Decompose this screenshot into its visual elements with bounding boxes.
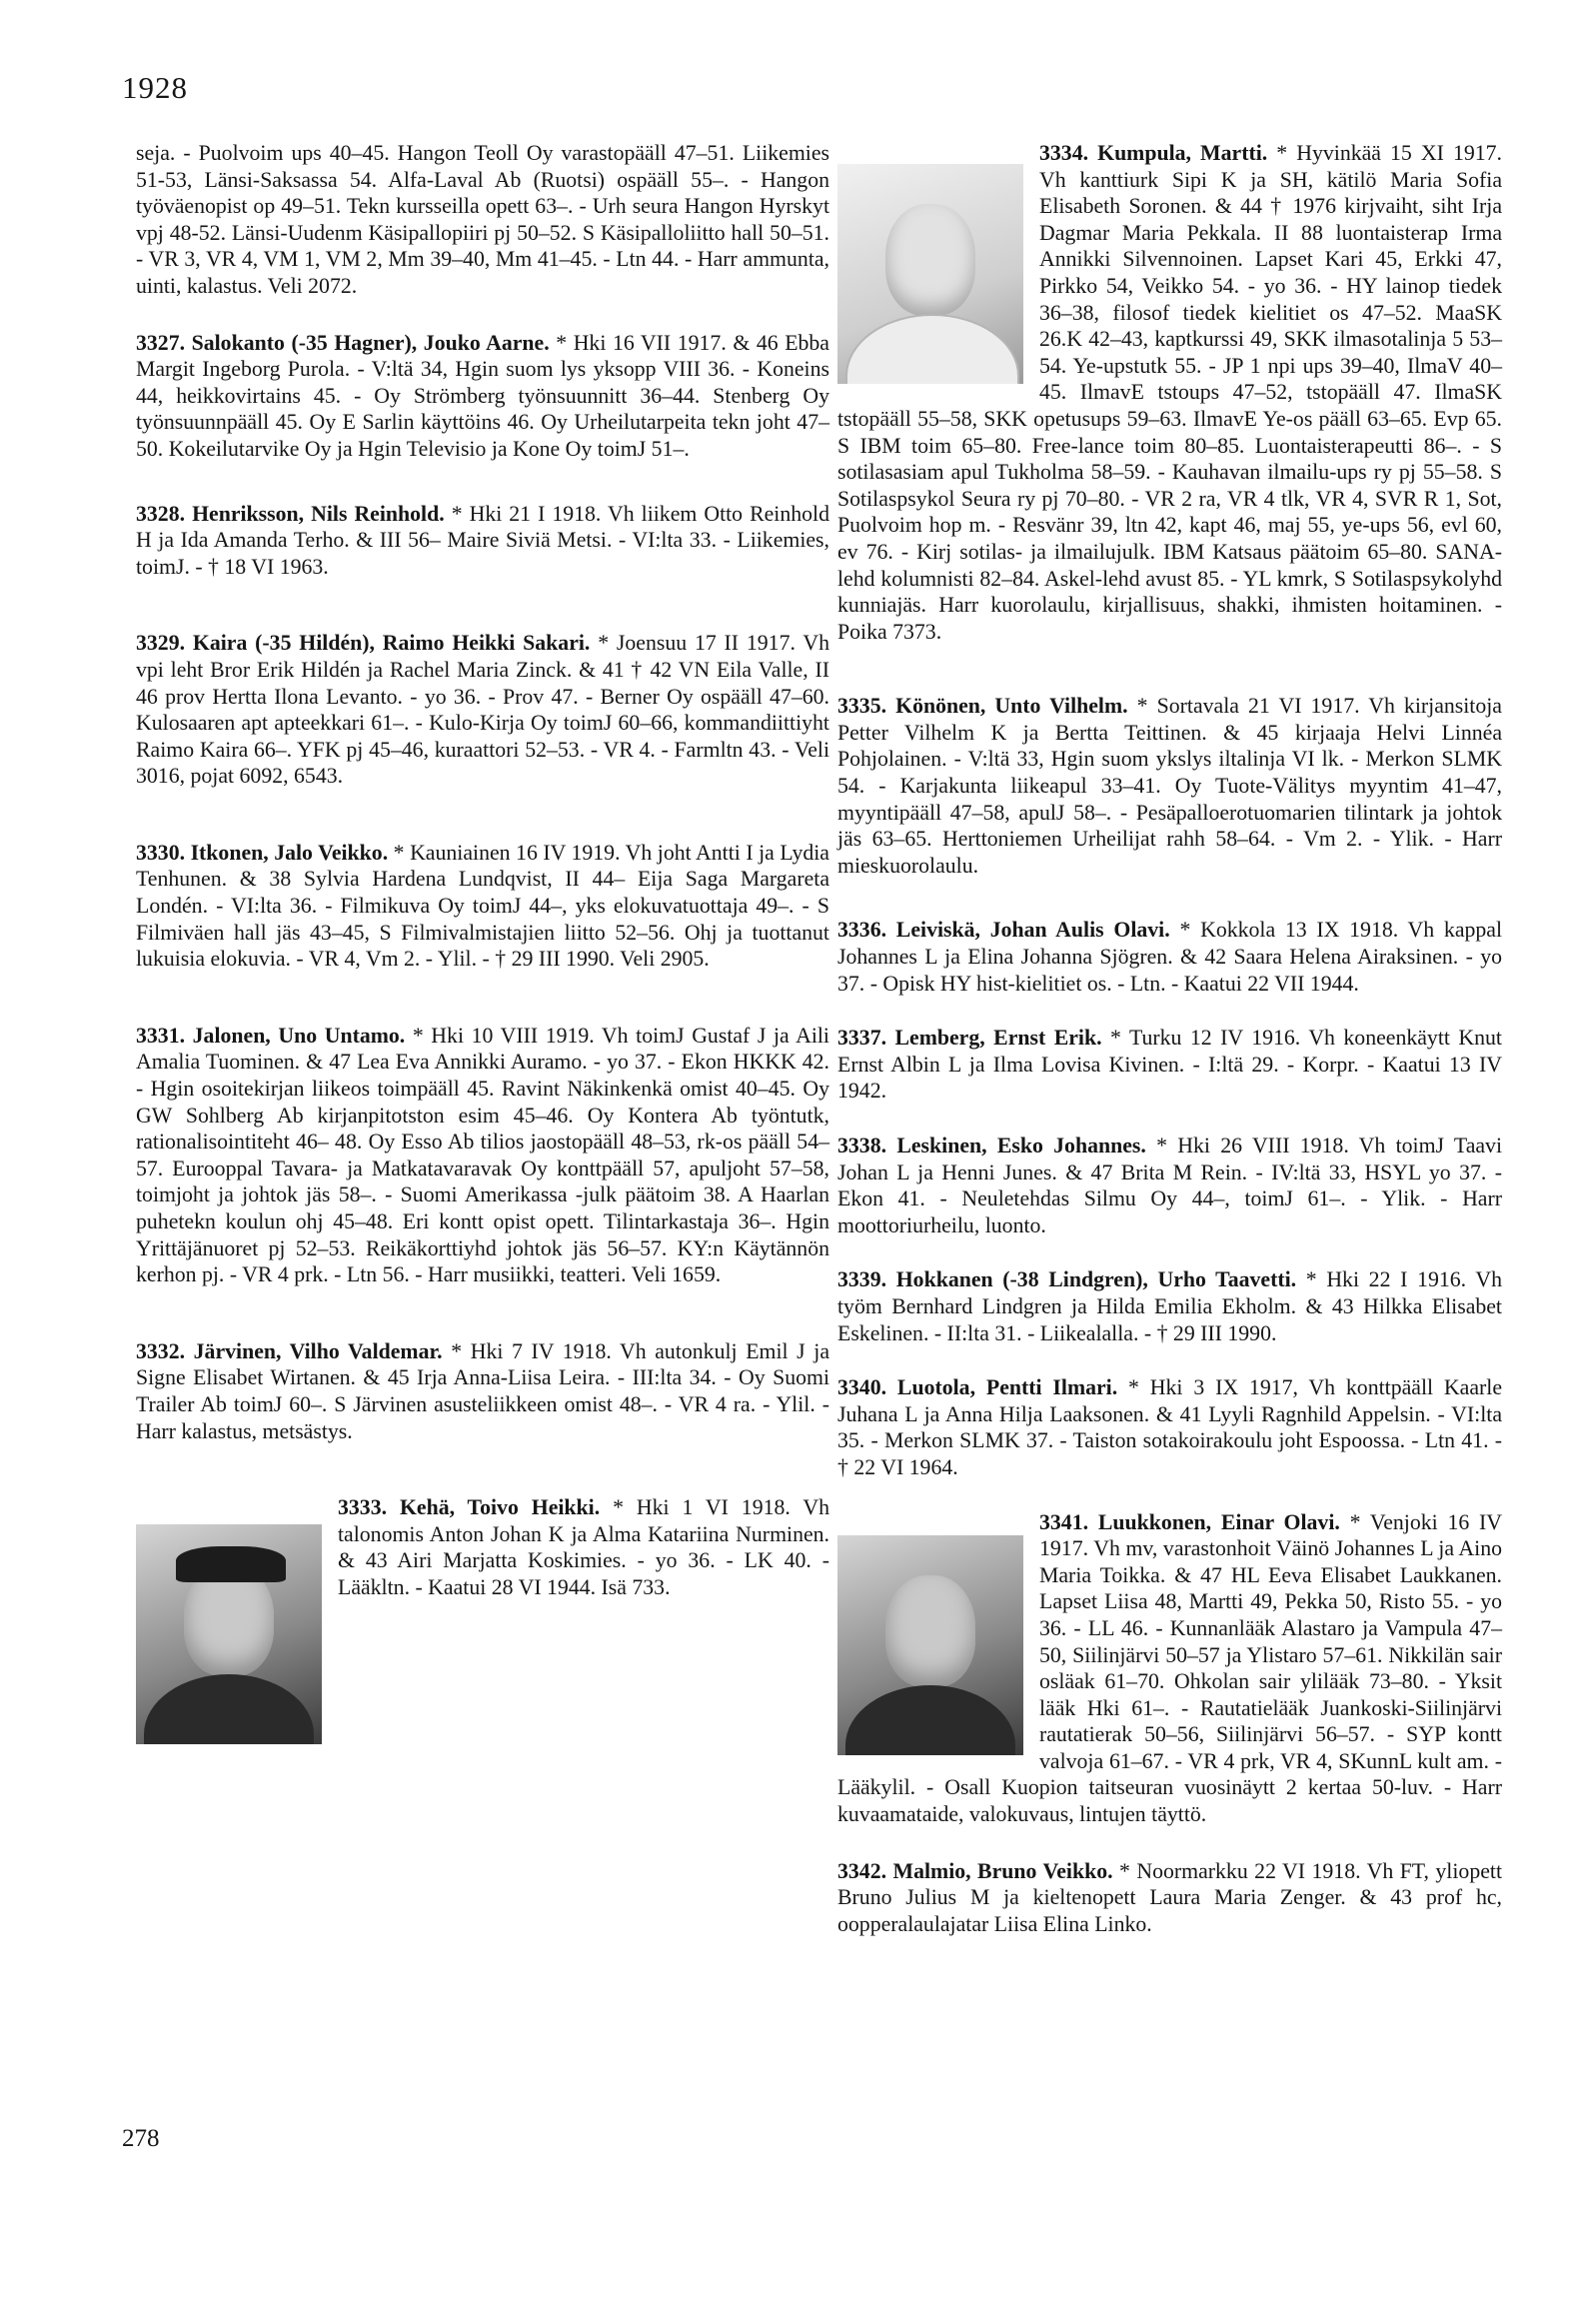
- entry-number: 3335.: [837, 694, 887, 719]
- entry-name: Könönen, Unto Vilhelm.: [895, 694, 1128, 719]
- entry-3333: [136, 1494, 829, 1600]
- entry-name: Leiviskä, Johan Aulis Olavi.: [895, 918, 1170, 943]
- entry-name: Leskinen, Esko Johannes.: [896, 1134, 1146, 1158]
- entry-name: Itkonen, Jalo Veikko.: [190, 840, 389, 865]
- entry-text: * Hki 22 I 1916. Vh työm Bernhard Lindgren ja Hilda Emilia Ekholm. & 43 Hilkka Elisabet Eskelinen. - II:lta 31. - Liikealalla. - † 29 III 1990.: [837, 1267, 1502, 1345]
- entry-number: 3330.: [136, 840, 186, 865]
- entry-text: * Hki 21 I 1918. Vh liikem Otto Reinhold H ja Ida Amanda Terho. & III 56– Maire Siviä Metsi. - VI:lta 33. - Liikemies, toimJ. - † 18 VI 1963.: [136, 501, 830, 579]
- entry-number: 3339.: [837, 1267, 887, 1292]
- entry-text: * Hki 1 VI 1918. Vh talonomis Anton Johan K ja Alma Katariina Nurminen. & 43 Airi Marjatta Koskimies. - yo 36. - LK 40. - Lääkltn. - Kaatui 28 VI 1944. Isä 733.: [338, 1495, 829, 1599]
- entry-3327: [136, 330, 829, 463]
- entry-name: Luukkonen, Einar Olavi.: [1097, 1509, 1340, 1534]
- entry-name: Hokkanen (-38 Lindgren), Urho Taavetti.: [895, 1267, 1297, 1292]
- entry-name: Henriksson, Nils Reinhold.: [192, 501, 445, 526]
- entry-name: Kumpula, Martti.: [1097, 141, 1268, 165]
- entry-text: * Turku 12 IV 1916. Vh koneenkäytt Knut Ernst Albin L ja Ilma Lovisa Kivinen. - I:ltä 29. - Korpr. - Kaatui 13 IV 1942.: [837, 1026, 1502, 1104]
- entry-text: * Hki 3 IX 1917, Vh konttpääll Kaarle Juhana L ja Anna Hilja Laaksonen. & 41 Lyyli Ragnhild Appelsin. - VI:lta 35. - Merkon SLMK 37. - Taiston sotakoirakoulu joht Espoossa. - Ltn 41. - † 22 VI 1964.: [837, 1375, 1502, 1479]
- entry-number: 3333.: [338, 1495, 388, 1520]
- entry-name: Lemberg, Ernst Erik.: [894, 1026, 1102, 1051]
- entry-text: seja. - Puolvoim ups 40–45. Hangon Teoll Oy varastopääll 47–51. Liikemies 51-53, Länsi-Saksassa 54. Alfa-Laval Ab (Ruotsi) ospääll 55–. - Hangon työväenopist op 49–51. Tekn kursseilla opett 63–. - Urh seura Hangon Hyrskyt vpj 48-52. Länsi-Uudenm Käsipallopiiri pj 50–52. S Käsipalloliitto hall 50–51. - VR 3, VR 4, VM 1, VM 2, Mm 39–40, Mm 41–45. - Ltn 44. - Harr ammunta, uinti, kalastus. Veli 2072.: [136, 141, 829, 298]
- portrait-photo: [837, 164, 1023, 384]
- entry-text: * Venjoki 16 IV 1917. Vh mv, varastonhoit Väinö Johannes L ja Aino Maria Toikka. & 47 HL Eeva Elisabet Laukkanen. Lapset Liisa 48, Martti 49, Pekka 50, Risto 55. - yo 36. - LL 46. - Kunnanlääk Alastaro ja Vampula 47–50, Siilinjärvi 50–57 ja Ylistaro 57–61. Nikkilän sair osläak 61–70. Ohkolan sair ylilääk 73–80. - Yksit lääk Hki 61–. - Rautatielääk Juankoski-Siilinjärvi rautatierak 50–56, Siilinjärvi 56–57. - SYP kontt valvoja 61–67. - VR 4 prk, VR 4, SKunnL kult am. - Lääkylil. - Osall Kuopion taitseuran vuosinäytt 2 kertaa 50-luv. - Harr kuvaamataide, valokuvaus, lintujen täyttö.: [837, 1509, 1502, 1827]
- portrait-photo: [136, 1524, 322, 1744]
- page-number: 278: [122, 2125, 160, 2152]
- entry-number: 3328.: [136, 501, 186, 526]
- entry-name: Malmio, Bruno Veikko.: [892, 1858, 1113, 1883]
- entry-number: 3341.: [1039, 1509, 1089, 1534]
- entry-3338: [837, 1133, 1502, 1238]
- page-year-header: 1928: [122, 70, 188, 105]
- entry-number: 3332.: [136, 1338, 186, 1363]
- entry-number: 3334.: [1039, 141, 1089, 165]
- left-column: [136, 140, 829, 1750]
- entry-text: * Sortavala 21 VI 1917. Vh kirjansitoja Petter Vilhelm K ja Bertta Teittinen. & 45 kirjaaja Helvi Linnéa Pohjolainen. - V:ltä 33, Hgin suom ykslys iltalinja VI lk. - Merkon SLMK 54. - Karjakunta liikeapul 33–41. Oy Tuote-Välitys myyntim 41–47, myyntipääll 47–58, apulJ 58–. - Pesäpalloerotuomarien tilintark ja johtok jäs 63–65. Herttoniemen Urheilijat rahh 58–64. - Vm 2. - Ylik. - Harr mieskuorolaulu.: [837, 694, 1502, 878]
- entry-name: Luotola, Pentti Ilmari.: [896, 1375, 1118, 1400]
- entry-3329: [136, 630, 829, 790]
- entry-3330: [136, 840, 829, 973]
- entry-continued: [136, 140, 829, 300]
- entry-3334: [837, 140, 1502, 645]
- entry-3340: [837, 1374, 1502, 1480]
- entry-name: Järvinen, Vilho Valdemar.: [193, 1338, 443, 1363]
- entry-3335: [837, 693, 1502, 879]
- portrait-photo: [837, 1535, 1023, 1755]
- entry-text: * Noormarkku 22 VI 1918. Vh FT, yliopett Bruno Julius M ja kieltenopett Laura Maria Zenger. & 43 prof hc, oopperalaulajatar Liisa Elina Linko.: [837, 1858, 1503, 1936]
- right-column: [837, 140, 1502, 1937]
- entry-name: Kaira (-35 Hildén), Raimo Heikki Sakari.: [192, 631, 591, 656]
- entry-number: 3340.: [837, 1375, 887, 1400]
- entry-number: 3338.: [837, 1134, 887, 1158]
- entry-number: 3331.: [136, 1023, 186, 1048]
- entry-text: * Joensuu 17 II 1917. Vh vpi leht Bror Erik Hildén ja Rachel Maria Zinck. & 41 † 42 VN Eila Valle, II 46 prov Hertta Ilona Levanto. - yo 36. - Prov 47. - Berner Oy ospääll 47–60. Kulosaaren apt apteekkari 61–. - Kulo-Kirja Oy toimJ 60–66, kommandiittiyht Raimo Kaira 66–. YFK pj 45–46, kuraattori 52–53. - VR 4. - Farmltn 43. - Veli 3016, pojat 6092, 6543.: [136, 631, 829, 789]
- entry-text: * Kokkola 13 IX 1918. Vh kappal Johannes L ja Elina Johanna Sjögren. & 42 Saara Helena Airaksinen. - yo 37. - Opisk HY hist-kielitiet os. - Ltn. - Kaatui 22 VII 1944.: [837, 918, 1503, 996]
- entry-number: 3337.: [837, 1026, 887, 1051]
- entry-3342: [837, 1858, 1502, 1938]
- entry-3337: [837, 1025, 1502, 1105]
- entry-name: Kehä, Toivo Heikki.: [399, 1495, 601, 1520]
- entry-3332: [136, 1338, 829, 1444]
- entry-text: * Kauniainen 16 IV 1919. Vh joht Antti I ja Lydia Tenhunen. & 38 Sylvia Hardena Lundqvist, II 44– Eija Saga Margareta Londén. - VI:lta 36. - Filmikuva Oy toimJ 44–, yks elokuvatuottaja 49–. - S Filmiväen hall jäs 43–45, S Filmivalmistajien liitto 52–56. Ohj ja tuottanut lukuisia elokuvia. - VR 4, Vm 2. - Ylil. - † 29 III 1990. Veli 2905.: [136, 840, 829, 972]
- entry-text: * Hki 26 VIII 1918. Vh toimJ Taavi Johan L ja Henni Junes. & 47 Brita M Rein. - IV:ltä 33, HSYL yo 37. - Ekon 41. - Neuletehdas Silmu Oy 44–, toimJ 61–. - Ylik. - Harr moottoriurheilu, luonto.: [837, 1134, 1503, 1237]
- entry-text: * Hki 7 IV 1918. Vh autonkulj Emil J ja Signe Elisabet Wirtanen. & 45 Irja Anna-Liisa Leira. - III:lta 34. - Oy Suomi Trailer Ab toimJ 60–. S Järvinen asusteliikkeen omist 48–. - VR 4 ra. - Ylil. - Harr kalastus, metsästys.: [136, 1338, 830, 1443]
- entry-text: * Hki 10 VIII 1919. Vh toimJ Gustaf J ja Aili Amalia Tuominen. & 47 Lea Eva Annikki Auramo. - yo 37. - Ekon HKKK 42. - Hgin osoitekirjan liikeos toimpääll 45. Ravint Näkinkenkä omist 40–45. Oy GW Sohlberg Ab kirjanpitotston esim 45–46. Oy Kontera Ab työntutk, rationalisointiteht 46– 48. Oy Esso Ab tilios jaostopääll 48–53, rk-os pääll 54–57. Eurooppal Tavara- ja Matkatavaravak Oy konttpääll 57, apuljoht 57–58, toimjoht ja johtok jäs 58–. - Suomi Amerikassa -julk päätoim 38. A Haarlan puhetekn koulun ohj 45–48. Eri kontt opist opett. Tilintarkastaja 36–. Hgin Yrittäjänuoret pj 52–53. Reikäkorttiyhd johtok jäs 56–57. KY:n Käytännön kerhon pj. - VR 4 prk. - Ltn 56. - Harr musiikki, teatteri. Veli 1659.: [136, 1023, 829, 1287]
- entry-name: Salokanto (-35 Hagner), Jouko Aarne.: [191, 330, 550, 355]
- entry-3336: [837, 917, 1502, 997]
- entry-3339: [837, 1266, 1502, 1346]
- entry-text: * Hyvinkää 15 XI 1917. Vh kanttiurk Sipi K ja SH, kätilö Maria Sofia Elisabeth Soronen. & 44 † 1976 kirjvaiht, siht Irja Dagmar Maria Pekkala. II 88 luontaisterap Irma Annikki Silvennoinen. Lapset Kari 45, Erkki 47, Pirkko 54, Veikko 54. - yo 36. - HY lainop tiedek 36–38, filosof tiedek kielitiet os 47–52. MaaSK 26.K 42–43, kaptkurssi 49, SKK ilmasotalinja 5 53–54. Ye-upstutk 55. - JP 1 npi ups 39–40, IlmaV 40–45. IlmavE tstoups 47–52, tstopääll 47. IlmaSK tstopääll 55–58, SKK opetusups 59–63. IlmavE Ye-os pääll 63–65. Evp 65. S IBM toim 65–80. Free-lance toim 80–85. Luontaisterapeutti 86–. - S sotilasasiam apul Tukholma 58–59. - Kauhavan ilmailu-ups ry pj 55–58. S Sotilaspsykol Seura ry pj 70–80. - VR 2 ra, VR 4 tlk, VR 4, SVR R 1, Sot, Puolvoim hop m. - Resvänr 39, ltn 42, kapt 46, maj 55, ye-ups 56, evl 60, ev 76. - Kirj sotilas- ja ilmailujulk. IBM Katsaus päätoim 65–80. SANA-lehd kolumnisti 82–84. Askel-lehd avust 85. - YL kmrk, S Sotilaspsykolyhd kunniajäs. Harr kuorolaulu, kirjallisuus, shakki, ihmisten hoitaminen. - Poika 7373.: [837, 141, 1502, 644]
- entry-number: 3329.: [136, 631, 186, 656]
- entry-3331: [136, 1023, 829, 1288]
- entry-number: 3327.: [136, 330, 186, 355]
- entry-text: * Hki 16 VII 1917. & 46 Ebba Margit Ingeborg Purola. - V:ltä 34, Hgin suom lys yksopp VIII 36. - Koneins 44, heikkovirtains 45. - Oy Strömberg työnsuunnitt 36–44. Stenberg Oy työnsuunnpääll 45. Oy E Sarlin käyttöins 46. Oy Urheilutarpeita tekn joht 47–50. Kokeilutarvike Oy ja Hgin Televisio ja Kone Oy toimJ 51–.: [136, 330, 829, 461]
- entry-number: 3342.: [837, 1858, 887, 1883]
- entry-3341: [837, 1509, 1502, 1828]
- entry-3328: [136, 501, 829, 581]
- entry-name: Jalonen, Uno Untamo.: [192, 1023, 406, 1048]
- entry-number: 3336.: [837, 918, 887, 943]
